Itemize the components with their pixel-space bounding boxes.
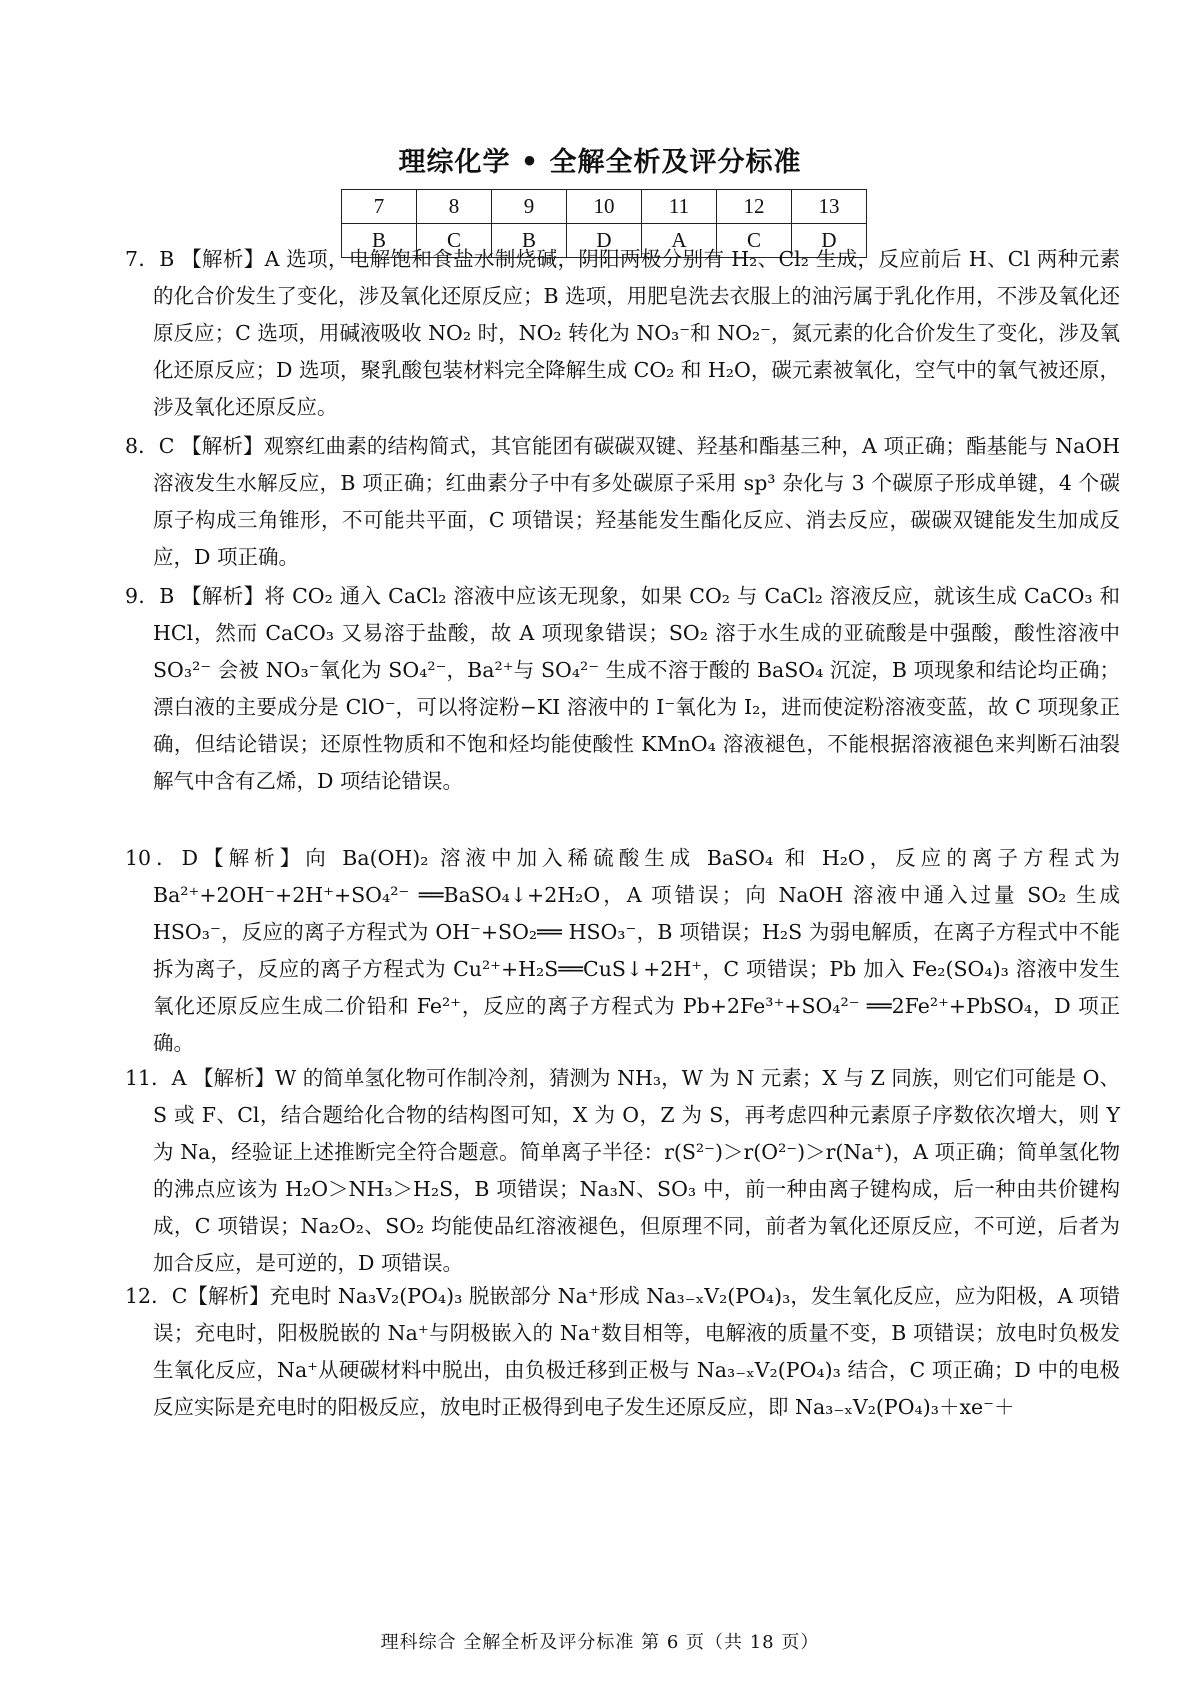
answer-cell: C: [417, 224, 492, 258]
question-number-cell: 9: [492, 190, 567, 224]
page-title: 理综化学 • 全解全析及评分标准: [398, 147, 802, 178]
question-number-cell: 11: [642, 190, 717, 224]
page-footer: 理科综合 全解全析及评分标准 第 6 页（共 18 页）: [380, 1632, 820, 1653]
answer-cell: A: [642, 224, 717, 258]
question-number-cell: 10: [567, 190, 642, 224]
answer-table-number-row: [342, 190, 867, 224]
answer-cell: C: [717, 224, 792, 258]
answer-cell: D: [792, 224, 867, 258]
answer-cell: B: [342, 224, 417, 258]
explanation-q9: 9．B 【解析】将 CO₂ 通入 CaCl₂ 溶液中应该无现象，如果 CO₂ 与 CaCl₂ 溶液反应，就该生成 CaCO₃ 和 HCl，然而 CaCO₃ 又易溶于盐酸，故 A 项现象错误；SO₂ 溶于水生成的亚硫酸是中强酸，酸性溶液中 SO₃²⁻ 会被 NO₃⁻氧化为 SO₄²⁻，Ba²⁺与 SO₄²⁻ 生成不溶于酸的 BaSO₄ 沉淀，B 项现象和结论均正确；漂白液的主要成分是 ClO⁻，可以将淀粉−KI 溶液中的 I⁻氧化为 I₂，进而使淀粉溶液变蓝，故 C 项现象正确，但结论错误；还原性物质和不饱和烃均能使酸性 KMnO₄ 溶液褪色，不能根据溶液褪色来判断石油裂解气中含有乙烯，D 项结论错误。: [125, 584, 1127, 793]
question-number-cell: 7: [342, 190, 417, 224]
question-number-cell: 12: [717, 190, 792, 224]
answer-cell: D: [567, 224, 642, 258]
question-number-cell: 13: [792, 190, 867, 224]
explanation-q7: 7．B 【解析】A 选项，电解饱和食盐水制烧碱，阴阳两极分别有 H₂、Cl₂ 生成，反应前后 H、Cl 两种元素的化合价发生了变化，涉及氧化还原反应；B 选项，用肥皂洗去衣服上的油污属于乳化作用，不涉及氧化还原反应；C 选项，用碱液吸收 NO₂ 时，NO₂ 转化为 NO₃⁻和 NO₂⁻，氮元素的化合价发生了变化，涉及氧化还原反应；D 选项，聚乳酸包装材料完全降解生成 CO₂ 和 H₂O，碳元素被氧化，空气中的氧气被还原，涉及氧化还原反应。: [125, 247, 1120, 419]
explanation-q10: 10．D【解析】向 Ba(OH)₂ 溶液中加入稀硫酸生成 BaSO₄ 和 H₂O，反应的离子方程式为 Ba²⁺+2OH⁻+2H⁺+SO₄²⁻ ══BaSO₄↓+2H₂O，A 项错误；向 NaOH 溶液中通入过量 SO₂ 生成 HSO₃⁻，反应的离子方程式为 OH⁻+SO₂══ HSO₃⁻，B 项错误；H₂S 为弱电解质，在离子方程式中不能拆为离子，反应的离子方程式为 Cu²⁺+H₂S══CuS↓+2H⁺，C 项错误；Pb 加入 Fe₂(SO₄)₃ 溶液中发生氧化还原反应生成二价铅和 Fe²⁺，反应的离子方程式为 Pb+2Fe³⁺+SO₄²⁻ ══2Fe²⁺+PbSO₄，D 项正确。: [125, 846, 1127, 1055]
explanation-q12: 12．C【解析】充电时 Na₃V₂(PO₄)₃ 脱嵌部分 Na⁺形成 Na₃₋ₓV₂(PO₄)₃，发生氧化反应，应为阳极，A 项错误；充电时，阳极脱嵌的 Na⁺与阴极嵌入的 Na⁺数目相等，电解液的质量不变，B 项错误；放电时负极发生氧化反应，Na⁺从硬碳材料中脱出，由负极迁移到正极与 Na₃₋ₓV₂(PO₄)₃ 结合，C 项正确；D 中的电极反应实际是充电时的阳极反应，放电时正极得到电子发生还原反应，即 Na₃₋ₓV₂(PO₄)₃＋xe⁻＋: [125, 1284, 1120, 1419]
explanation-q11: 11．A 【解析】W 的简单氢化物可作制冷剂，猜测为 NH₃，W 为 N 元素；X 与 Z 同族，则它们可能是 O、S 或 F、Cl，结合题给化合物的结构图可知，X 为 O，Z 为 S，再考虑四种元素原子序数依次增大，则 Y 为 Na，经验证上述推断完全符合题意。简单离子半径：r(S²⁻)＞r(O²⁻)＞r(Na⁺)，A 项正确；简单氢化物的沸点应该为 H₂O＞NH₃＞H₂S，B 项错误；Na₃N、SO₃ 中，前一种由离子键构成，后一种由共价键构成，C 项错误；Na₂O₂、SO₂ 均能使品红溶液褪色，但原理不同，前者为氧化还原反应，不可逆，后者为加合反应，是可逆的，D 项错误。: [125, 1066, 1127, 1275]
explanation-q8: 8．C 【解析】观察红曲素的结构简式，其官能团有碳碳双键、羟基和酯基三种，A 项正确；酯基能与 NaOH 溶液发生水解反应，B 项正确；红曲素分子中有多处碳原子采用 sp³ 杂化与 3 个碳原子形成单键，4 个碳原子构成三角锥形，不可能共平面，C 项错误；羟基能发生酯化反应、消去反应，碳碳双键能发生加成反应，D 项正确。: [125, 434, 1127, 569]
question-number-cell: 8: [417, 190, 492, 224]
answer-cell: B: [492, 224, 567, 258]
